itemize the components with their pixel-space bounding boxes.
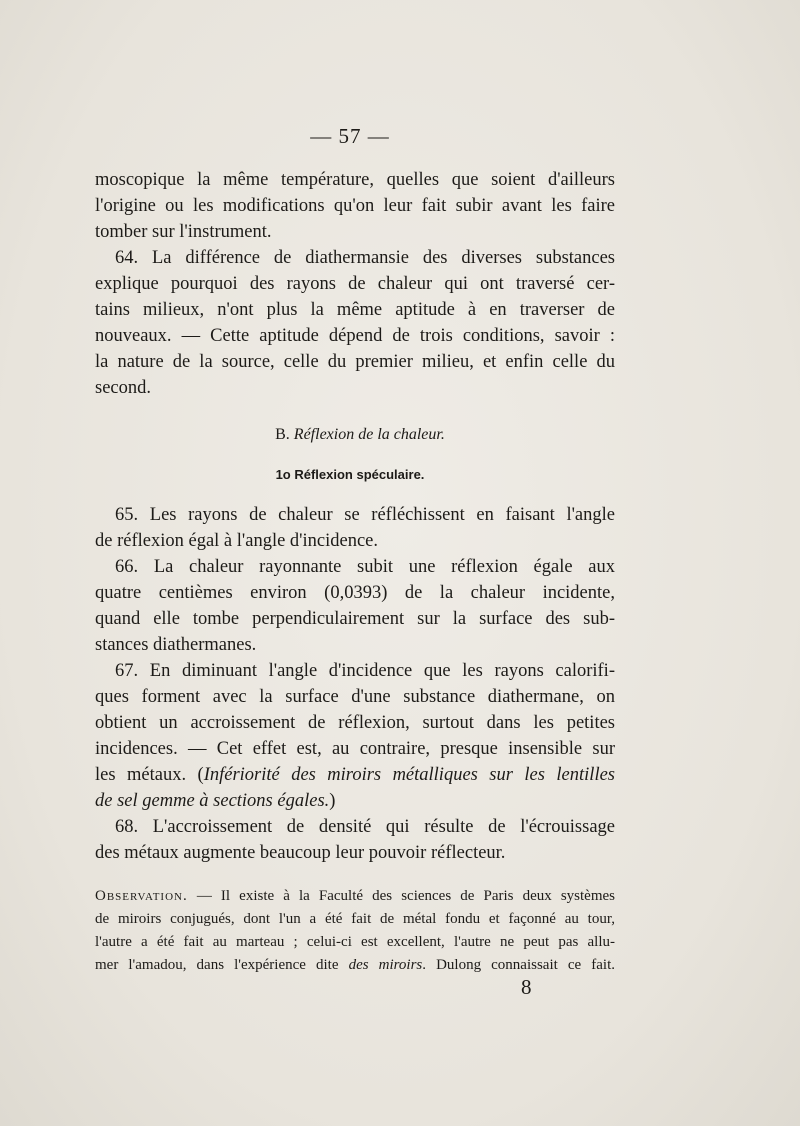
text-line: 68. L'accroissement de densité qui résulte de l'écrouissage	[115, 817, 615, 837]
observation-label: Observation.	[95, 888, 188, 904]
paragraph-continuation	[95, 167, 615, 245]
italic-fragment: de sel gemme à sections égales.	[95, 791, 330, 811]
signature-mark: 8	[521, 975, 532, 999]
page-number: — 57 —	[310, 124, 390, 148]
text-line: la nature de la source, celle du premier milieu, et enfin celle du	[95, 352, 615, 372]
text-line: second.	[95, 378, 151, 398]
text-line: obtient un accroissement de réflexion, surtout dans les petites	[95, 713, 615, 733]
text-line	[95, 954, 615, 977]
text-line: l'origine ou les modifications qu'on leur fait subir avant les faire	[95, 196, 615, 216]
subsection-heading	[0, 467, 700, 482]
text-line: explique pourquoi des rayons de chaleur qui ont traversé cer-	[95, 274, 615, 294]
text-line: 64. La différence de diathermansie des diverses substances	[115, 248, 615, 268]
section-heading	[0, 426, 720, 444]
text-line: nouveaux. — Cette aptitude dépend de trois conditions, savoir :	[95, 326, 615, 346]
subsection-number: 1o	[275, 467, 291, 482]
text-fragment: . Dulong connaissait ce fait.	[422, 957, 615, 973]
paragraph-65	[95, 502, 615, 554]
text-fragment: — Il existe à la Faculté des sciences de Paris deux systèmes	[187, 888, 615, 904]
text-line: tomber sur l'instrument.	[95, 222, 272, 242]
text-line: de miroirs conjugués, dont l'un a été fait de métal fondu et façonné au tour,	[95, 911, 615, 927]
text-line	[95, 885, 615, 908]
text-fragment: les métaux. (	[95, 765, 204, 785]
text-line: quand elle tombe perpendiculairement sur la surface des sub-	[95, 609, 615, 629]
text-line: 65. Les rayons de chaleur se réfléchissent en faisant l'angle	[115, 505, 615, 525]
text-line: moscopique la même température, quelles que soient d'ailleurs	[95, 170, 615, 190]
text-line: tains milieux, n'ont plus la même aptitude à en traverser de	[95, 300, 615, 320]
subsection-title: Réflexion spéculaire.	[294, 467, 425, 482]
text-line: 66. La chaleur rayonnante subit une réflexion égale aux	[115, 557, 615, 577]
text-line: des métaux augmente beaucoup leur pouvoir réflecteur.	[95, 843, 506, 863]
section-title: Réflexion de la chaleur.	[293, 426, 445, 443]
text-line: 67. En diminuant l'angle d'incidence que les rayons calorifi-	[115, 661, 615, 681]
section-letter: B.	[275, 426, 290, 443]
paragraph-68	[95, 814, 615, 866]
text-fragment: )	[329, 791, 336, 811]
text-line: quatre centièmes environ (0,0393) de la chaleur incidente,	[95, 583, 615, 603]
text-line: stances diathermanes.	[95, 635, 257, 655]
paragraph-64	[95, 245, 615, 401]
text-line: de réflexion égal à l'angle d'incidence.	[95, 531, 379, 551]
text-line: incidences. — Cet effet est, au contraire, presque insensible sur	[95, 739, 615, 759]
text-fragment: mer l'amadou, dans l'expérience dite	[95, 957, 349, 973]
observation-note	[95, 885, 615, 977]
text-line	[95, 788, 615, 814]
text-line: ques forment avec la surface d'une substance diathermane, on	[95, 687, 615, 707]
italic-fragment: Infériorité des miroirs métalliques sur les lentilles	[203, 765, 615, 785]
text-line	[95, 762, 615, 788]
paragraph-66	[95, 554, 615, 658]
text-line: l'autre a été fait au marteau ; celui-ci est excellent, l'autre ne peut pas allu-	[95, 934, 615, 950]
italic-fragment: des miroirs	[348, 957, 423, 973]
paragraph-67	[95, 658, 615, 814]
